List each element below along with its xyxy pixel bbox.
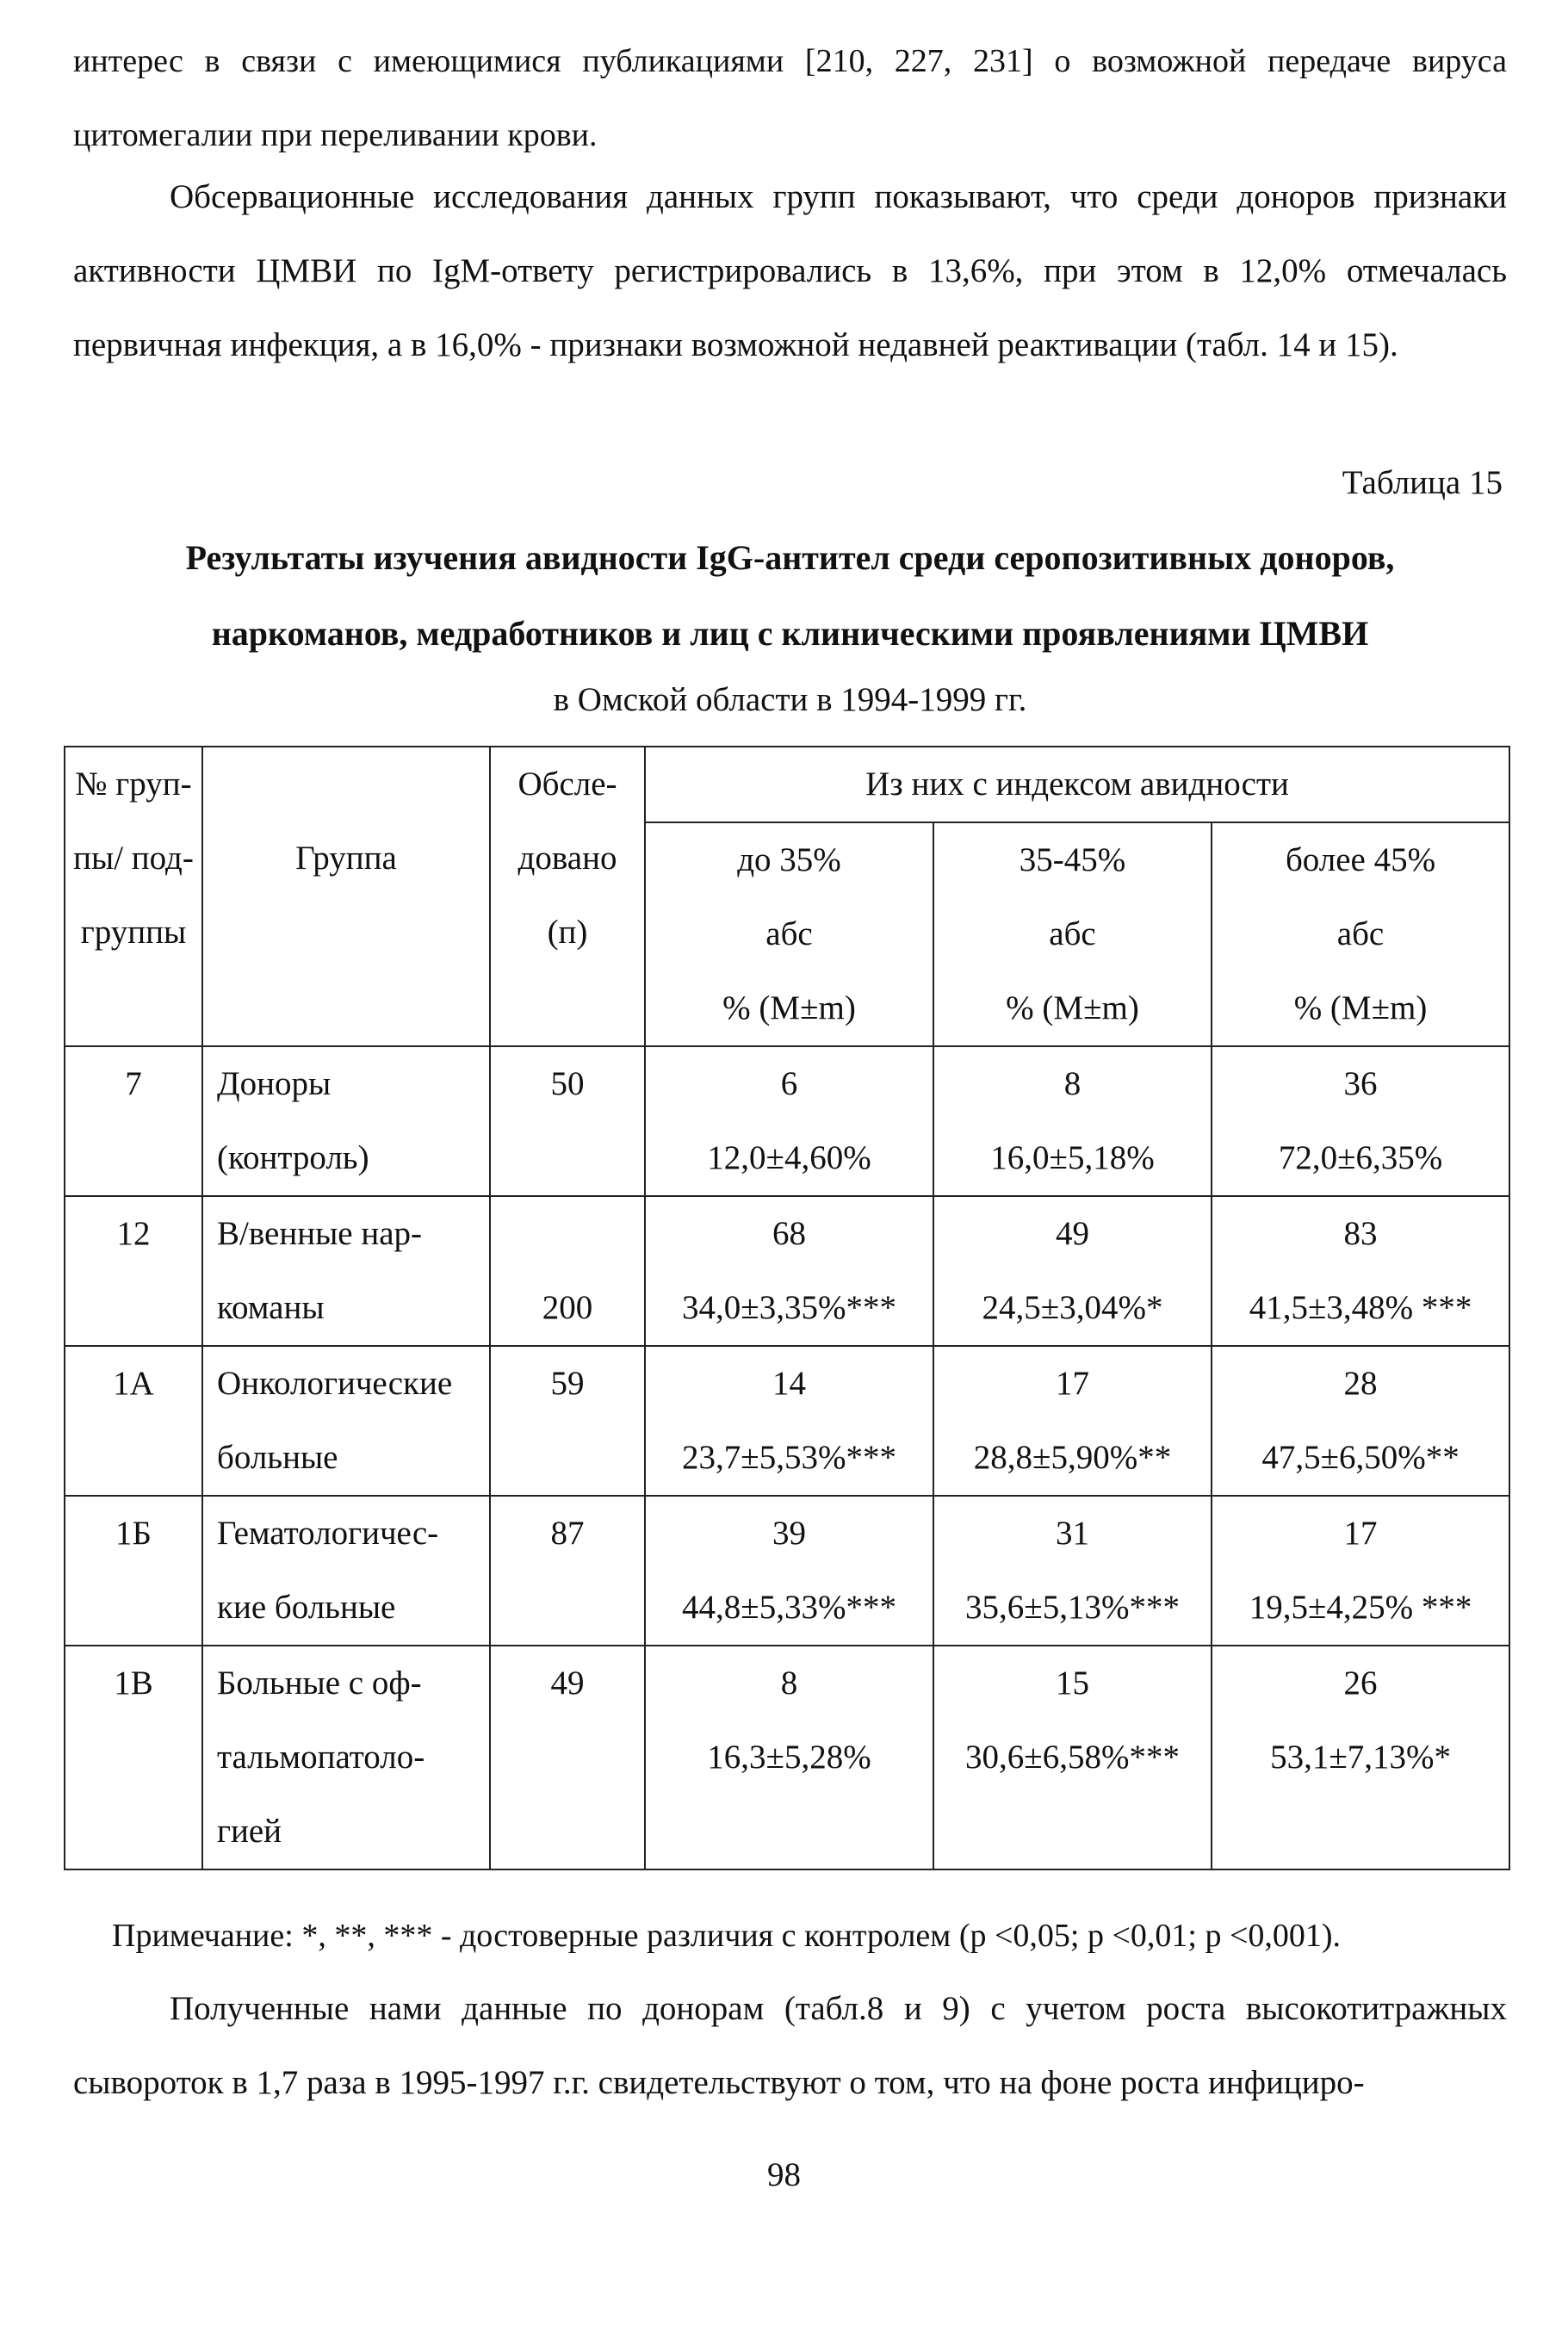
table-label: Таблица 15: [1342, 464, 1503, 501]
cell-35-45: 15 30,6±6,58%***: [933, 1646, 1212, 1869]
cell-over45: 26 53,1±7,13%*: [1212, 1646, 1509, 1869]
table-row: [65, 1046, 1509, 1196]
table-row: [65, 1496, 1509, 1646]
cell-over45: 28 47,5±6,50%**: [1212, 1346, 1509, 1496]
table-row: [65, 1346, 1509, 1496]
header-group: Группа: [202, 747, 490, 1046]
cell-group-number: 1В: [65, 1646, 202, 1869]
cell-group-number: 1Б: [65, 1496, 202, 1646]
cell-under35: 68 34,0±3,35%***: [645, 1196, 933, 1346]
cell-group-name: Онкологические больные: [202, 1346, 490, 1496]
paragraph-intro: интерес в связи с имеющимися публикациями [210, 227, 231] о возможной передаче вируса цитомегалии при переливании крови.: [73, 43, 1507, 153]
cell-35-45: 31 35,6±5,13%***: [933, 1496, 1212, 1646]
cell-35-45: 8 16,0±5,18%: [933, 1046, 1212, 1196]
header-col-35-45: 35-45% абс % (M±m): [933, 822, 1212, 1046]
avidity-table: [64, 746, 1510, 1870]
table-row: [65, 1196, 1509, 1346]
cell-group-name: Доноры (контроль): [202, 1046, 490, 1196]
cell-under35: 6 12,0±4,60%: [645, 1046, 933, 1196]
cell-over45: 83 41,5±3,48% ***: [1212, 1196, 1509, 1346]
cell-group-name: Гематологичес- кие больные: [202, 1496, 490, 1646]
header-examined: Обсле- довано (п): [490, 747, 645, 1046]
cell-under35: 8 16,3±5,28%: [645, 1646, 933, 1869]
page-number: 98: [767, 2156, 801, 2193]
cell-under35: 14 23,7±5,53%***: [645, 1346, 933, 1496]
header-group-number: № груп- пы/ под- группы: [65, 747, 202, 1046]
cell-examined: 49: [490, 1646, 645, 1869]
cell-examined: 87: [490, 1496, 645, 1646]
cell-35-45: 17 28,8±5,90%**: [933, 1346, 1212, 1496]
cell-over45: 36 72,0±6,35%: [1212, 1046, 1509, 1196]
header-avidity-index: Из них с индексом авидности: [645, 747, 1509, 822]
cell-group-number: 7: [65, 1046, 202, 1196]
cell-examined: 200: [490, 1196, 645, 1346]
cell-35-45: 49 24,5±3,04%*: [933, 1196, 1212, 1346]
cell-group-number: 12: [65, 1196, 202, 1346]
cell-examined: 59: [490, 1346, 645, 1496]
cell-group-number: 1А: [65, 1346, 202, 1496]
table-subtitle: в Омской области в 1994-1999 гг.: [553, 681, 1027, 718]
table-note: Примечание: *, **, *** - достоверные различия с контролем (p <0,05; p <0,01; p <0,001).: [112, 1918, 1342, 1954]
table-title-line1: Результаты изучения авидности IgG-антител среди серопозитивных доноров,: [185, 538, 1395, 577]
header-col-under35: до 35% абс % (M±m): [645, 822, 933, 1046]
table-title-line2: наркоманов, медработников и лиц с клиническими проявлениями ЦМВИ: [211, 614, 1369, 653]
paragraph-donors-data: Полученные нами данные по донорам (табл.8 и 9) с учетом роста высокотитражных сывороток в 1,7 раза в 1995-1997 г.г. свидетельствуют о том, что на фоне роста инфициро-: [73, 1990, 1507, 2101]
cell-under35: 39 44,8±5,33%***: [645, 1496, 933, 1646]
table-row: [65, 1646, 1509, 1869]
header-col-over45: более 45% абс % (M±m): [1212, 822, 1509, 1046]
cell-over45: 17 19,5±4,25% ***: [1212, 1496, 1509, 1646]
paragraph-observational: Обсервационные исследования данных групп показывают, что среди доноров признаки активности ЦМВИ по IgM-ответу регистрировались в 13,6%, при этом в 12,0% отмечалась первичная инфекция, а в 16,0% - признаки возможной недавней реактивации (табл. 14 и 15).: [73, 178, 1507, 363]
cell-group-name: Больные с оф- тальмопатоло- гией: [202, 1646, 490, 1869]
cell-examined: 50: [490, 1046, 645, 1196]
cell-group-name: В/венные нар- команы: [202, 1196, 490, 1346]
